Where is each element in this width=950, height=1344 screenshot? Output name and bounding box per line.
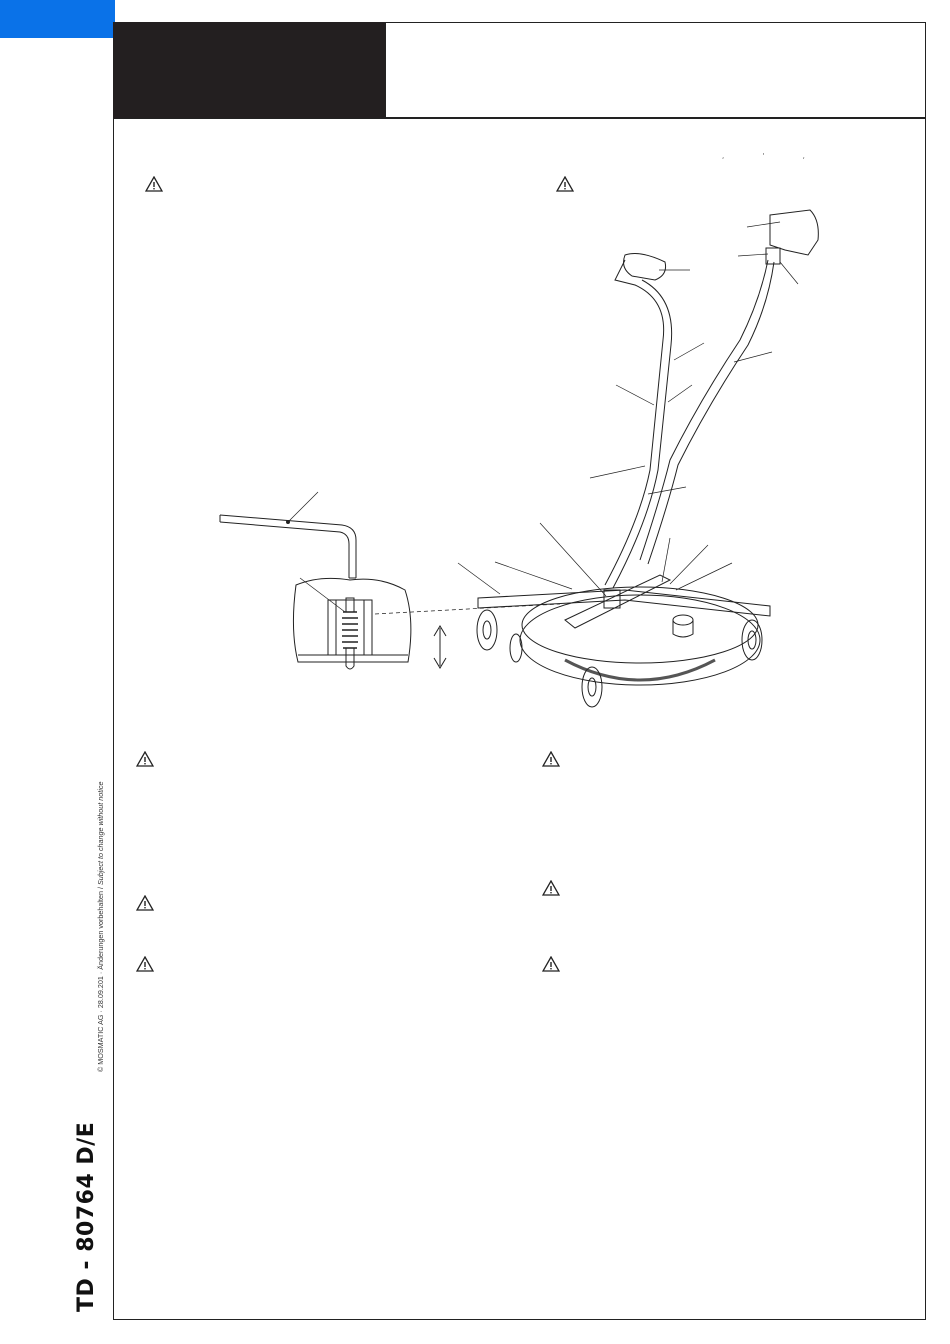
copyright-prefix: © MOSMATIC AG — [96, 1014, 105, 1072]
detail-inset-drawing — [293, 578, 560, 669]
notice-de: Änderungen vorbehalten / — [96, 887, 105, 970]
document-code: TD - 80764 D/E — [74, 1121, 99, 1312]
copyright-notice: © MOSMATIC AG · 28.09.201 · Änderungen vorbehalten / Subject to change without notice — [96, 781, 105, 1072]
notice-en: Subject to change without notice — [96, 781, 105, 886]
allen-key-drawing — [220, 492, 356, 578]
surface-cleaner-drawing — [458, 210, 818, 707]
top-marks: , ' , — [722, 152, 823, 160]
notice-date: 28.09.201 — [96, 976, 105, 1009]
